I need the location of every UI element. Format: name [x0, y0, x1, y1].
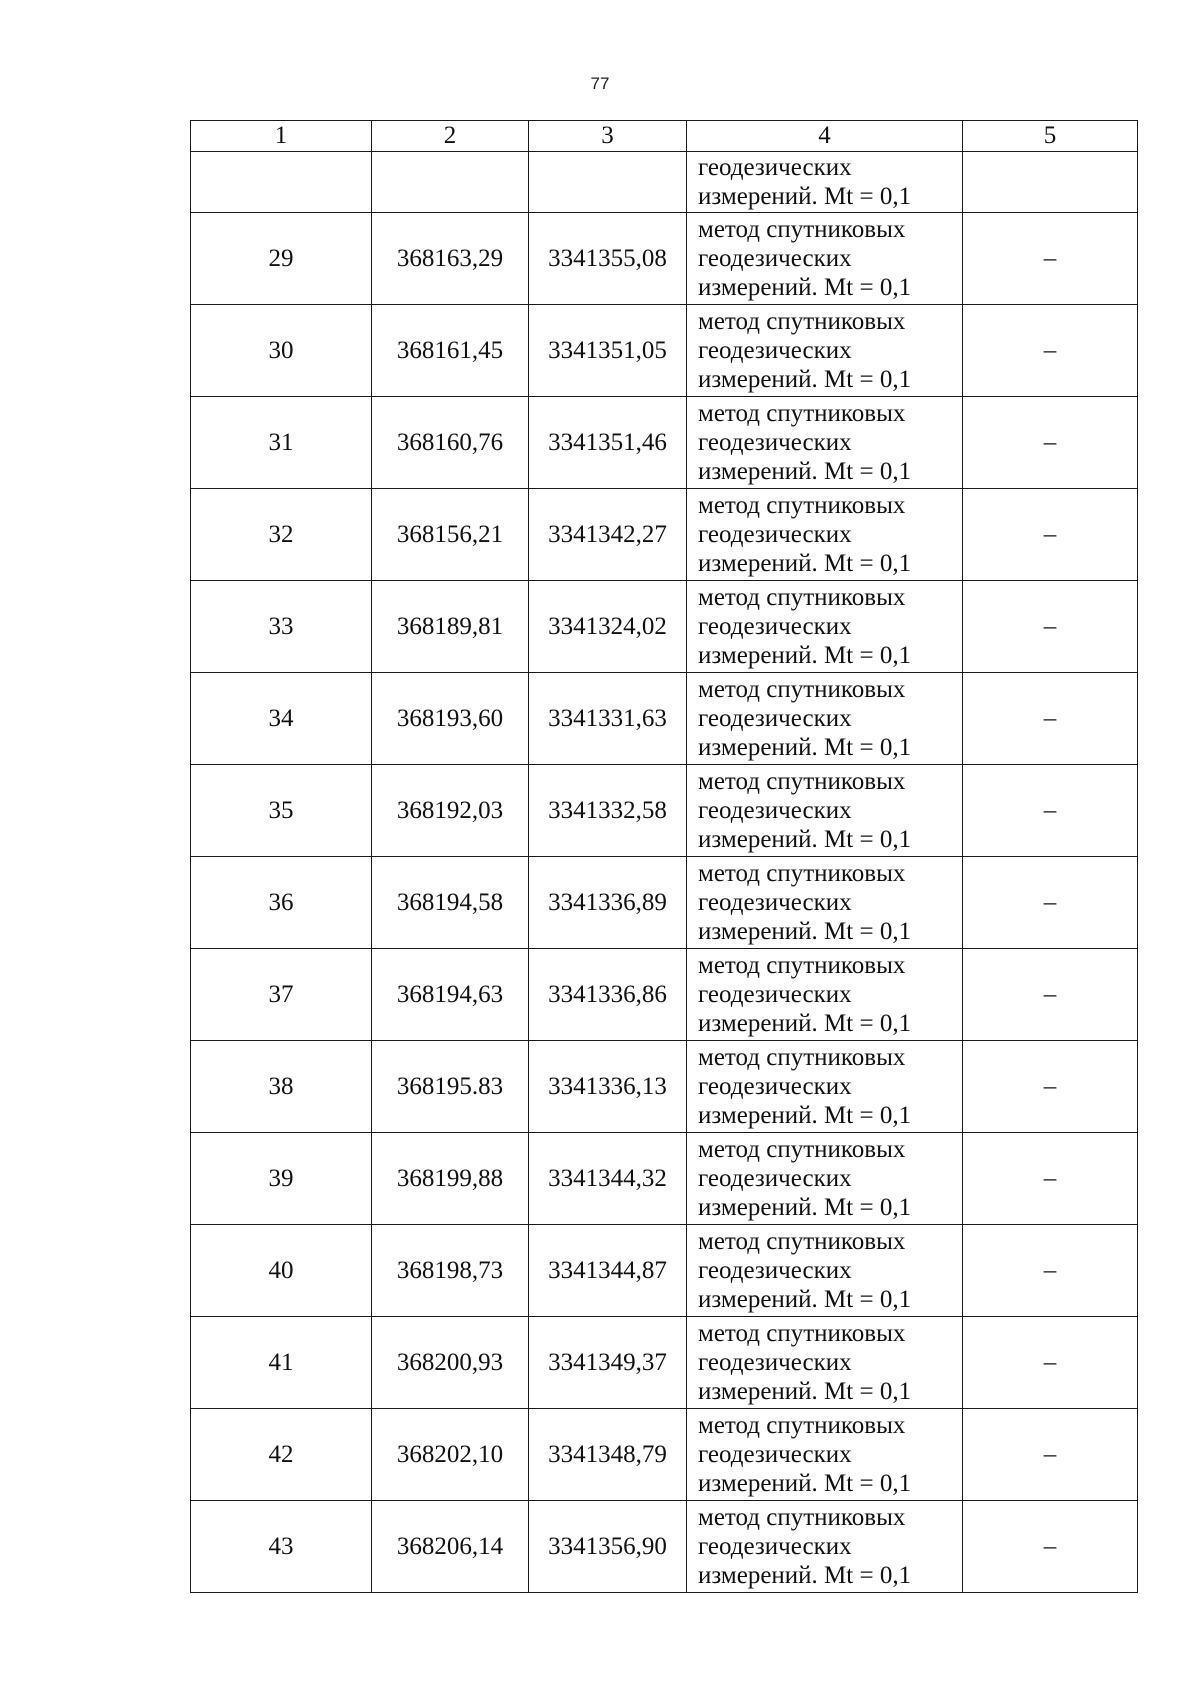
x-coordinate: 368195.83 — [372, 1041, 529, 1133]
point-number: 33 — [191, 581, 372, 673]
method-line: метод спутниковых — [698, 1044, 906, 1071]
method-line: измерений. Mt = 0,1 — [698, 1194, 912, 1221]
note-cell: – — [963, 489, 1138, 581]
method-description — [687, 857, 963, 949]
header-col-3: 3 — [529, 121, 687, 152]
method-line: измерений. Mt = 0,1 — [698, 274, 912, 301]
method-description — [687, 152, 963, 213]
table-header — [191, 121, 1138, 152]
point-number: 38 — [191, 1041, 372, 1133]
method-line: геодезических — [698, 429, 852, 456]
method-line: метод спутниковых — [698, 492, 906, 519]
x-coordinate: 368200,93 — [372, 1317, 529, 1409]
note-cell: – — [963, 673, 1138, 765]
continuation-row — [191, 152, 1138, 213]
method-line: метод спутниковых — [698, 860, 906, 887]
x-coordinate: 368161,45 — [372, 305, 529, 397]
y-coordinate: 3341342,27 — [529, 489, 687, 581]
method-line: геодезических — [698, 1533, 852, 1560]
y-coordinate: 3341331,63 — [529, 673, 687, 765]
y-coordinate: 3341356,90 — [529, 1501, 687, 1593]
method-line: измерений. Mt = 0,1 — [698, 1010, 912, 1037]
note-cell: – — [963, 949, 1138, 1041]
point-number: 42 — [191, 1409, 372, 1501]
y-coordinate: 3341324,02 — [529, 581, 687, 673]
method-line: измерений. Mt = 0,1 — [698, 734, 912, 761]
y-coordinate: 3341351,46 — [529, 397, 687, 489]
method-description — [687, 305, 963, 397]
point-number: 35 — [191, 765, 372, 857]
note-cell: – — [963, 1409, 1138, 1501]
method-line: измерений. Mt = 0,1 — [698, 550, 912, 577]
y-coordinate: 3341336,13 — [529, 1041, 687, 1133]
method-line: геодезических — [698, 154, 852, 181]
table-row — [191, 489, 1138, 581]
method-line: геодезических — [698, 245, 852, 272]
note-cell: – — [963, 397, 1138, 489]
y-coordinate: 3341349,37 — [529, 1317, 687, 1409]
y-coordinate — [529, 152, 687, 213]
table-row — [191, 213, 1138, 305]
x-coordinate: 368163,29 — [372, 213, 529, 305]
note-cell — [963, 152, 1138, 213]
method-description — [687, 765, 963, 857]
method-line: метод спутниковых — [698, 1320, 906, 1347]
table-row — [191, 305, 1138, 397]
method-line: геодезических — [698, 613, 852, 640]
point-number: 31 — [191, 397, 372, 489]
method-line: геодезических — [698, 1073, 852, 1100]
table-body — [191, 152, 1138, 1593]
point-number: 32 — [191, 489, 372, 581]
table-row — [191, 1409, 1138, 1501]
table-row — [191, 857, 1138, 949]
method-line: метод спутниковых — [698, 584, 906, 611]
point-number: 29 — [191, 213, 372, 305]
x-coordinate: 368202,10 — [372, 1409, 529, 1501]
method-description — [687, 489, 963, 581]
method-description — [687, 1317, 963, 1409]
note-cell: – — [963, 1041, 1138, 1133]
method-description — [687, 213, 963, 305]
y-coordinate: 3341332,58 — [529, 765, 687, 857]
method-line: геодезических — [698, 797, 852, 824]
x-coordinate: 368199,88 — [372, 1133, 529, 1225]
method-line: измерений. Mt = 0,1 — [698, 642, 912, 669]
y-coordinate: 3341336,86 — [529, 949, 687, 1041]
method-description — [687, 673, 963, 765]
method-line: метод спутниковых — [698, 308, 906, 335]
point-number: 37 — [191, 949, 372, 1041]
method-line: измерений. Mt = 0,1 — [698, 183, 912, 210]
note-cell: – — [963, 213, 1138, 305]
note-cell: – — [963, 305, 1138, 397]
method-line: геодезических — [698, 889, 852, 916]
point-number: 36 — [191, 857, 372, 949]
note-cell: – — [963, 1317, 1138, 1409]
method-description — [687, 1225, 963, 1317]
x-coordinate: 368198,73 — [372, 1225, 529, 1317]
method-line: метод спутниковых — [698, 1412, 906, 1439]
method-description — [687, 1133, 963, 1225]
x-coordinate: 368193,60 — [372, 673, 529, 765]
method-line: геодезических — [698, 1257, 852, 1284]
method-line: измерений. Mt = 0,1 — [698, 1102, 912, 1129]
method-line: измерений. Mt = 0,1 — [698, 366, 912, 393]
note-cell: – — [963, 1501, 1138, 1593]
x-coordinate: 368156,21 — [372, 489, 529, 581]
x-coordinate: 368192,03 — [372, 765, 529, 857]
method-line: измерений. Mt = 0,1 — [698, 1562, 912, 1589]
method-line: измерений. Mt = 0,1 — [698, 458, 912, 485]
table-row — [191, 1317, 1138, 1409]
header-col-1: 1 — [191, 121, 372, 152]
note-cell: – — [963, 765, 1138, 857]
x-coordinate: 368160,76 — [372, 397, 529, 489]
method-description — [687, 1409, 963, 1501]
method-line: метод спутниковых — [698, 1136, 906, 1163]
table-row — [191, 1041, 1138, 1133]
y-coordinate: 3341344,87 — [529, 1225, 687, 1317]
method-description — [687, 581, 963, 673]
note-cell: – — [963, 581, 1138, 673]
table-row — [191, 1225, 1138, 1317]
note-cell: – — [963, 857, 1138, 949]
method-line: метод спутниковых — [698, 400, 906, 427]
table-row — [191, 397, 1138, 489]
method-line: геодезических — [698, 521, 852, 548]
table-row — [191, 673, 1138, 765]
method-line: геодезических — [698, 705, 852, 732]
y-coordinate: 3341348,79 — [529, 1409, 687, 1501]
method-line: метод спутниковых — [698, 1228, 906, 1255]
method-line: метод спутниковых — [698, 952, 906, 979]
y-coordinate: 3341344,32 — [529, 1133, 687, 1225]
point-number: 41 — [191, 1317, 372, 1409]
method-line: геодезических — [698, 981, 852, 1008]
method-line: геодезических — [698, 1349, 852, 1376]
header-col-2: 2 — [372, 121, 529, 152]
y-coordinate: 3341351,05 — [529, 305, 687, 397]
coordinates-table — [190, 120, 1138, 1593]
header-row — [191, 121, 1138, 152]
method-line: измерений. Mt = 0,1 — [698, 1286, 912, 1313]
table-row — [191, 581, 1138, 673]
method-line: геодезических — [698, 1165, 852, 1192]
method-description — [687, 1501, 963, 1593]
y-coordinate: 3341355,08 — [529, 213, 687, 305]
x-coordinate — [372, 152, 529, 213]
method-line: измерений. Mt = 0,1 — [698, 826, 912, 853]
page-number: 77 — [590, 74, 610, 93]
point-number: 40 — [191, 1225, 372, 1317]
method-line: метод спутниковых — [698, 768, 906, 795]
x-coordinate: 368194,63 — [372, 949, 529, 1041]
note-cell: – — [963, 1133, 1138, 1225]
table-row — [191, 1133, 1138, 1225]
method-description — [687, 1041, 963, 1133]
method-line: измерений. Mt = 0,1 — [698, 1378, 912, 1405]
point-number: 30 — [191, 305, 372, 397]
method-line: геодезических — [698, 1441, 852, 1468]
x-coordinate: 368194,58 — [372, 857, 529, 949]
x-coordinate: 368206,14 — [372, 1501, 529, 1593]
method-line: метод спутниковых — [698, 676, 906, 703]
y-coordinate: 3341336,89 — [529, 857, 687, 949]
table-row — [191, 949, 1138, 1041]
header-col-4: 4 — [687, 121, 963, 152]
method-line: метод спутниковых — [698, 1504, 906, 1531]
table-row — [191, 765, 1138, 857]
header-col-5: 5 — [963, 121, 1138, 152]
table-row — [191, 1501, 1138, 1593]
method-line: измерений. Mt = 0,1 — [698, 918, 912, 945]
point-number: 43 — [191, 1501, 372, 1593]
method-description — [687, 397, 963, 489]
x-coordinate: 368189,81 — [372, 581, 529, 673]
point-number: 34 — [191, 673, 372, 765]
point-number — [191, 152, 372, 213]
method-line: метод спутниковых — [698, 216, 906, 243]
method-description — [687, 949, 963, 1041]
method-line: измерений. Mt = 0,1 — [698, 1470, 912, 1497]
note-cell: – — [963, 1225, 1138, 1317]
point-number: 39 — [191, 1133, 372, 1225]
method-line: геодезических — [698, 337, 852, 364]
